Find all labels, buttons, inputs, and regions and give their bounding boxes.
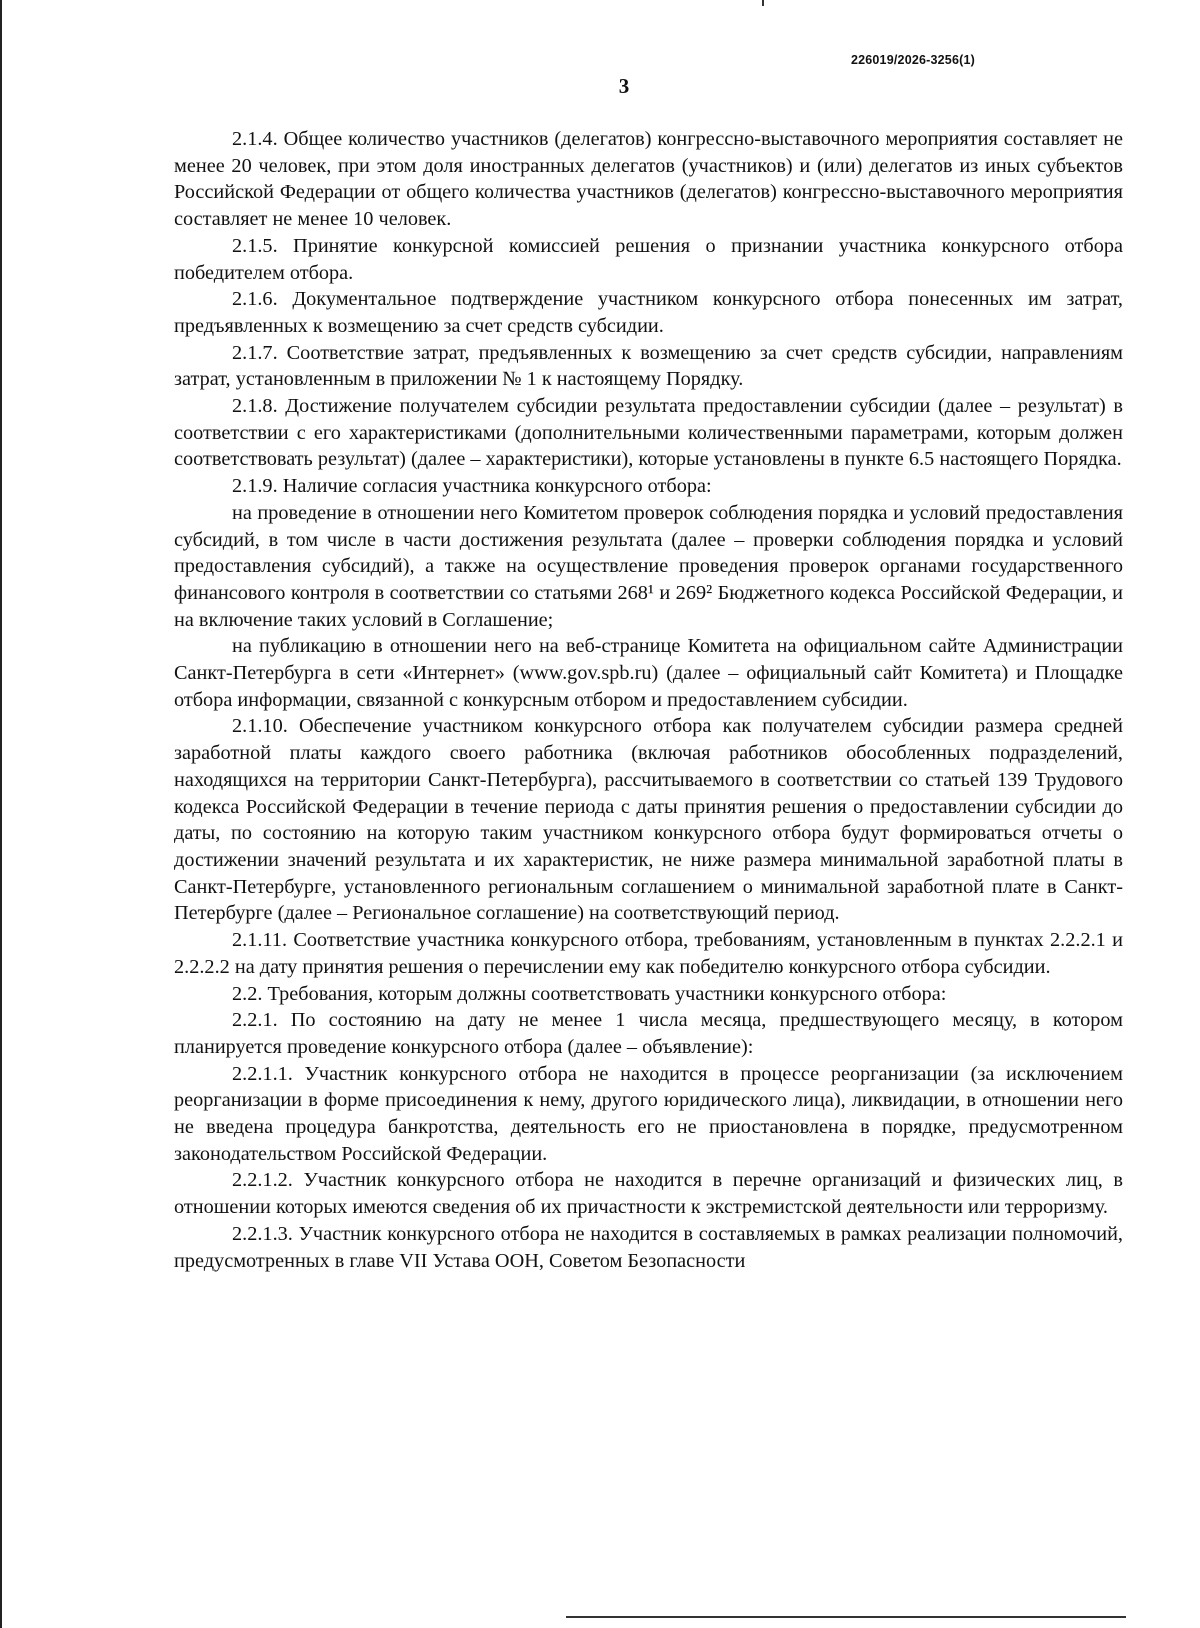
- paragraph-2-2-1-1: 2.2.1.1. Участник конкурсного отбора не находится в процессе реорганизации (за исключением реорганизации в форме присоединения к нему, другого юридического лица), ликвидации, в отношении него не введена процедура банкротства, деятельность его не приостановлена в порядке, предусмотренном законодательством Российской Федерации.: [174, 1062, 1123, 1165]
- paragraph-2-2-1-3: 2.2.1.3. Участник конкурсного отбора не находится в составляемых в рамках реализации полномочий, предусмотренных в главе VII Устава ООН, Советом Безопасности: [174, 1222, 1123, 1272]
- scan-edge-bottom: [566, 1616, 1126, 1618]
- paragraph-2-1-5: 2.1.5. Принятие конкурсной комиссией решения о признании участника конкурсного отбора победителем отбора.: [174, 234, 1123, 284]
- page-number: 3: [618, 74, 630, 98]
- paragraph-2-1-4: 2.1.4. Общее количество участников (делегатов) конгрессно-выставочного мероприятия составляет не менее 20 человек, при этом доля иностранных делегатов (участников) и (или) делегатов из иных субъектов Российской Федерации от общего количества участников (делегатов) конгрессно-выставочного мероприятия составляет не менее 10 человек.: [174, 128, 1123, 231]
- paragraph-2-1-11: 2.1.11. Соответствие участника конкурсного отбора, требованиям, установленным в пунктах 2.2.2.1 и 2.2.2.2 на дату принятия решения о перечислении ему как победителю конкурсного отбора субсидии.: [174, 929, 1123, 978]
- paragraph-consent-publication: на публикацию в отношении него на веб-странице Комитета на официальном сайте Администрации Санкт-Петербурга в сети «Интернет» (www.gov.spb.ru) (далее – официальный сайт Комитета) и Площадке отбора информации, связанной с конкурсным отбором и предоставлением субсидии.: [174, 635, 1123, 711]
- paragraph-2-2-1-2: 2.2.1.2. Участник конкурсного отбора не находится в перечне организаций и физических лиц, в отношении которых имеются сведения об их причастности к экстремистской деятельности или терроризму.: [174, 1169, 1123, 1219]
- document-body: [174, 126, 1123, 1274]
- paragraph-2-1-10: 2.1.10. Обеспечение участником конкурсного отбора как получателем субсидии размера средней заработной платы каждого своего работника (включая работников обособленных подразделений, находящихся на территории Санкт-Петербурга), рассчитываемого в соответствии со статьей 139 Трудового кодекса Российской Федерации в течение периода с даты принятия решения о предоставлении субсидии до даты, по состоянию на которую таким участником конкурсного отбора будут формироваться отчеты о достижении значений результата и их характеристик, не ниже размера минимальной заработной платы в Санкт-Петербурге, установленного региональным соглашением о минимальной заработной плате в Санкт-Петербурге (далее – Региональное соглашение) на соответствующий период.: [174, 715, 1123, 925]
- paragraph-consent-inspections: на проведение в отношении него Комитетом проверок соблюдения порядка и условий предоставления субсидий, в том числе в части достижения результата (далее – проверки соблюдения порядка и условий предоставления субсидий), а также на осуществление проведения проверок органами государственного финансового контроля в соответствии со статьями 268¹ и 269² Бюджетного кодекса Российской Федерации, и на включение таких условий в Соглашение;: [174, 501, 1123, 631]
- paragraph-2-1-9: 2.1.9. Наличие согласия участника конкурсного отбора:: [232, 475, 712, 498]
- paragraph-2-2: 2.2. Требования, которым должны соответствовать участники конкурсного отбора:: [232, 982, 947, 1005]
- scan-mark-top: [762, 0, 764, 6]
- paragraph-2-1-8: 2.1.8. Достижение получателем субсидии результата предоставлении субсидии (далее – результат) в соответствии с его характеристиками (дополнительными количественными параметрами, которым должен соответствовать результат) (далее – характеристики), которые установлены в пункте 6.5 настоящего Порядка.: [174, 395, 1123, 471]
- paragraph-2-2-1: 2.2.1. По состоянию на дату не менее 1 числа месяца, предшествующего месяцу, в котором планируется проведение конкурсного отбора (далее – объявление):: [174, 1009, 1123, 1058]
- document-registration-number: 226019/2026-3256(1): [850, 53, 975, 67]
- paragraph-2-1-6: 2.1.6. Документальное подтверждение участником конкурсного отбора понесенных им затрат, предъявленных к возмещению за счет средств субсидии.: [174, 288, 1123, 337]
- paragraph-2-1-7: 2.1.7. Соответствие затрат, предъявленных к возмещению за счет средств субсидии, направлениям затрат, установленным в приложении № 1 к настоящему Порядку.: [174, 341, 1123, 391]
- scan-edge-left: [0, 0, 2, 1628]
